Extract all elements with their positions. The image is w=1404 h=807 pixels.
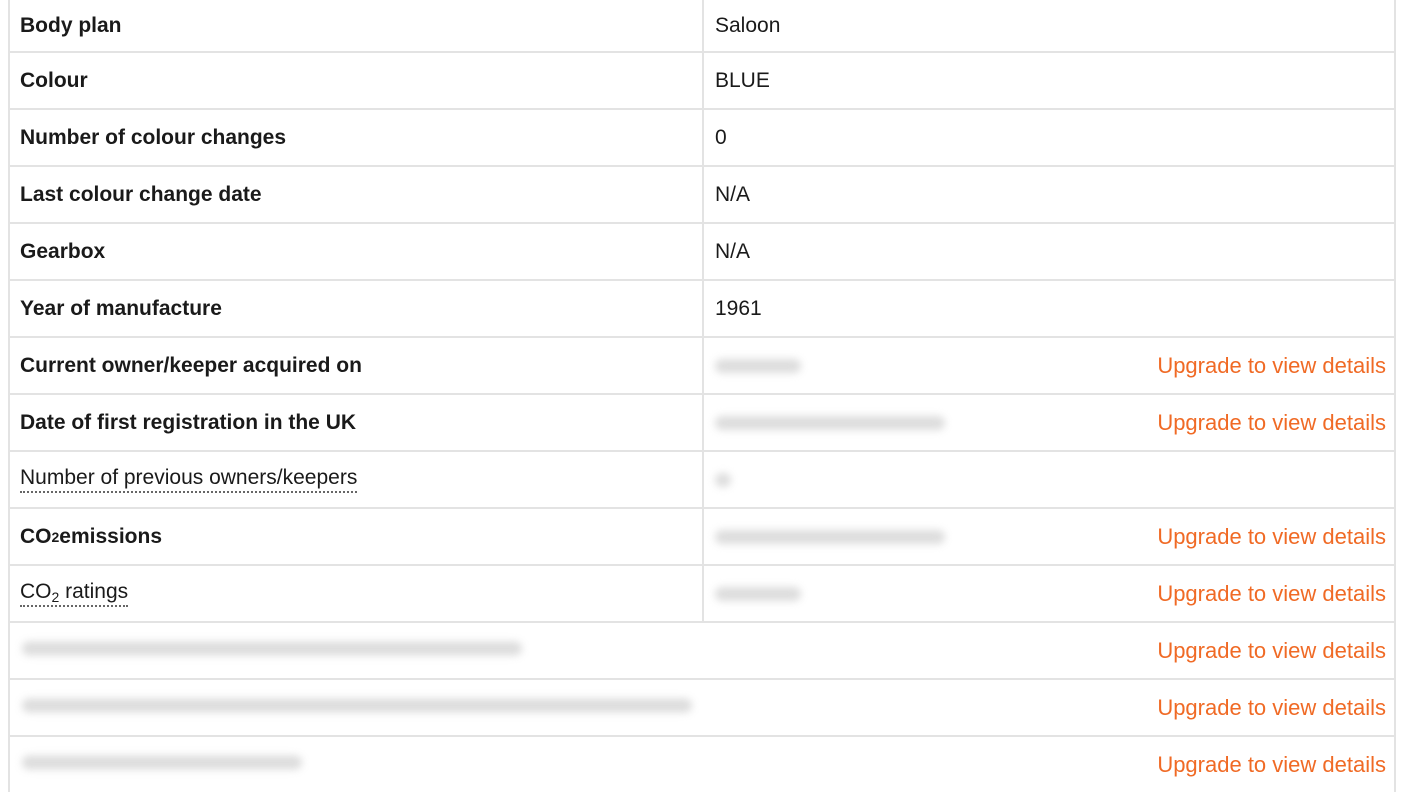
upgrade-link[interactable]: Upgrade to view details [1157, 352, 1386, 378]
row-previous-owners [10, 452, 1394, 509]
row-first-registration [10, 395, 1394, 452]
column-divider [702, 224, 704, 281]
blurred-label [22, 755, 302, 774]
row-value: Saloon [715, 13, 781, 37]
column-divider [702, 0, 704, 53]
upgrade-link[interactable]: Upgrade to view details [1157, 409, 1386, 435]
row-body-plan [10, 0, 1394, 53]
row-label: Number of colour changes [20, 125, 287, 149]
blurred-value [715, 509, 945, 564]
row-value: N/A [715, 182, 751, 206]
upgrade-link[interactable]: Upgrade to view details [1157, 580, 1386, 606]
upgrade-link[interactable]: Upgrade to view details [1157, 637, 1386, 663]
upgrade-link[interactable]: Upgrade to view details [1157, 694, 1386, 720]
upgrade-link[interactable]: Upgrade to view details [1157, 523, 1386, 549]
row-label: Gearbox [20, 239, 106, 263]
row-label: Current owner/keeper acquired on [20, 353, 362, 377]
row-locked-full [10, 623, 1394, 680]
row-gearbox [10, 224, 1394, 281]
column-divider [702, 395, 704, 452]
row-label: Body plan [20, 13, 122, 37]
blurred-value [715, 452, 731, 507]
row-year-of-manufacture [10, 281, 1394, 338]
row-locked-full [10, 680, 1394, 737]
row-label: CO 2 emissions [20, 524, 163, 548]
column-divider [702, 53, 704, 110]
row-co2-emissions [10, 509, 1394, 566]
blurred-value [715, 566, 801, 621]
row-label: Colour [20, 68, 88, 92]
upgrade-link[interactable]: Upgrade to view details [1157, 751, 1386, 777]
tooltip-term[interactable]: $CO_2$ ratings [20, 580, 129, 605]
column-divider [702, 509, 704, 566]
blurred-label [22, 641, 522, 660]
row-last-colour-change [10, 167, 1394, 224]
row-colour [10, 53, 1394, 110]
column-divider [702, 452, 704, 509]
blurred-value [715, 395, 945, 450]
row-value: BLUE [715, 68, 770, 92]
blurred-label [22, 698, 692, 717]
column-divider [702, 167, 704, 224]
row-current-owner [10, 338, 1394, 395]
column-divider [702, 281, 704, 338]
row-colour-changes [10, 110, 1394, 167]
blurred-value [715, 338, 801, 393]
row-value: 0 [715, 125, 727, 149]
row-label[interactable] [20, 566, 128, 621]
row-value: 1961 [715, 296, 762, 320]
row-label: Year of manufacture [20, 296, 222, 320]
column-divider [702, 110, 704, 167]
column-divider [702, 566, 704, 623]
row-value: N/A [715, 239, 751, 263]
vehicle-details-table [8, 0, 1396, 792]
column-divider [702, 338, 704, 395]
row-label[interactable] [20, 452, 357, 507]
row-locked-full [10, 737, 1394, 792]
row-co2-ratings [10, 566, 1394, 623]
tooltip-term[interactable]: Number of previous owners/keepers [20, 466, 357, 493]
row-label: Last colour change date [20, 182, 262, 206]
row-label: Date of first registration in the UK [20, 410, 357, 434]
